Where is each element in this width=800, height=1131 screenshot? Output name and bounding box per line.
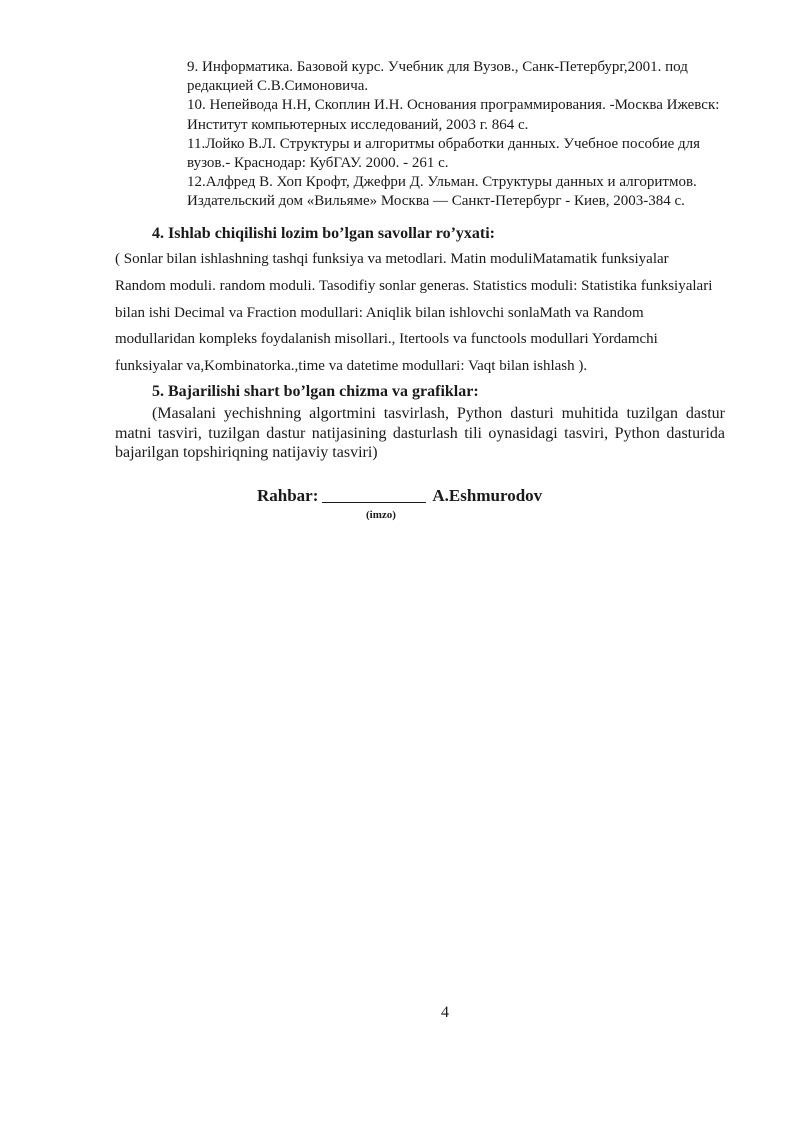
section-5-text: (Masalani yechishning algortmini tasvirlash, Python dasturi muhitida tuzilgan dastur matni tasviri, tuzilgan dastur natijasining dasturlash tili oynasidagi tasviri, Python dasturida bajarilgan topshiriqning natijaviy tasviri) — [115, 405, 725, 461]
section-5-paragraph — [115, 404, 725, 463]
signature-label: Rahbar: — [257, 486, 319, 505]
signature-caption: (imzo) — [366, 509, 396, 521]
signer-name: A.Eshmurodov — [432, 486, 543, 505]
section-5-heading: 5. Bajarilishi shart bo’lgan chizma va grafiklar: — [152, 383, 479, 400]
reference-item: 12.Алфред В. Хоп Крофт, Джефри Д. Ульман. Структуры данных и алгоритмов. Издательский дом «Вильяме» Москва — Санкт-Петербург - Киев, 2003-384 с. — [187, 174, 697, 210]
reference-item: 11.Лойко В.Л. Структуры и алгоритмы обработки данных. Учебное пособие для вузов.- Краснодар: КубГАУ. 2000. - 261 с. — [187, 135, 701, 172]
section-4-text: ( Sonlar bilan ishlashning tashqi funksiya va metodlari. Matin moduliMatamatik funksiyalar Random moduli. random moduli. Tasodifiy sonlar generas. Statistics moduli: Statistika funksiyalari bilan ishi Decimal va Fraction modullari: Aniqlik bilan ishlovchi sonlaMath va Random modullaridan kompleks foydalanish misollari., Itertools va functools modullari Yordamchi funksiyalar va,Kombinatorka.,time va datetime modullari: Vaqt bilan ishlash ). — [115, 251, 713, 375]
signature-line — [322, 488, 426, 503]
signature-block — [257, 486, 542, 506]
reference-item: 10. Непейвода Н.Н, Скоплин И.Н. Основания программирования. -Москва Ижевск: Институт компьютерных исследований, 2003 г. 864 с. — [187, 97, 720, 133]
reference-item: 9. Информатика. Базовой курс. Учебник для Вузов., Санк-Петербург,2001. под редакцией С.В.Симоновича. — [187, 59, 688, 95]
reference-list — [187, 58, 727, 212]
section-4-heading: 4. Ishlab chiqilishi lozim bo’lgan savollar ro’yxati: — [152, 225, 496, 242]
page-number: 4 — [441, 1004, 449, 1021]
